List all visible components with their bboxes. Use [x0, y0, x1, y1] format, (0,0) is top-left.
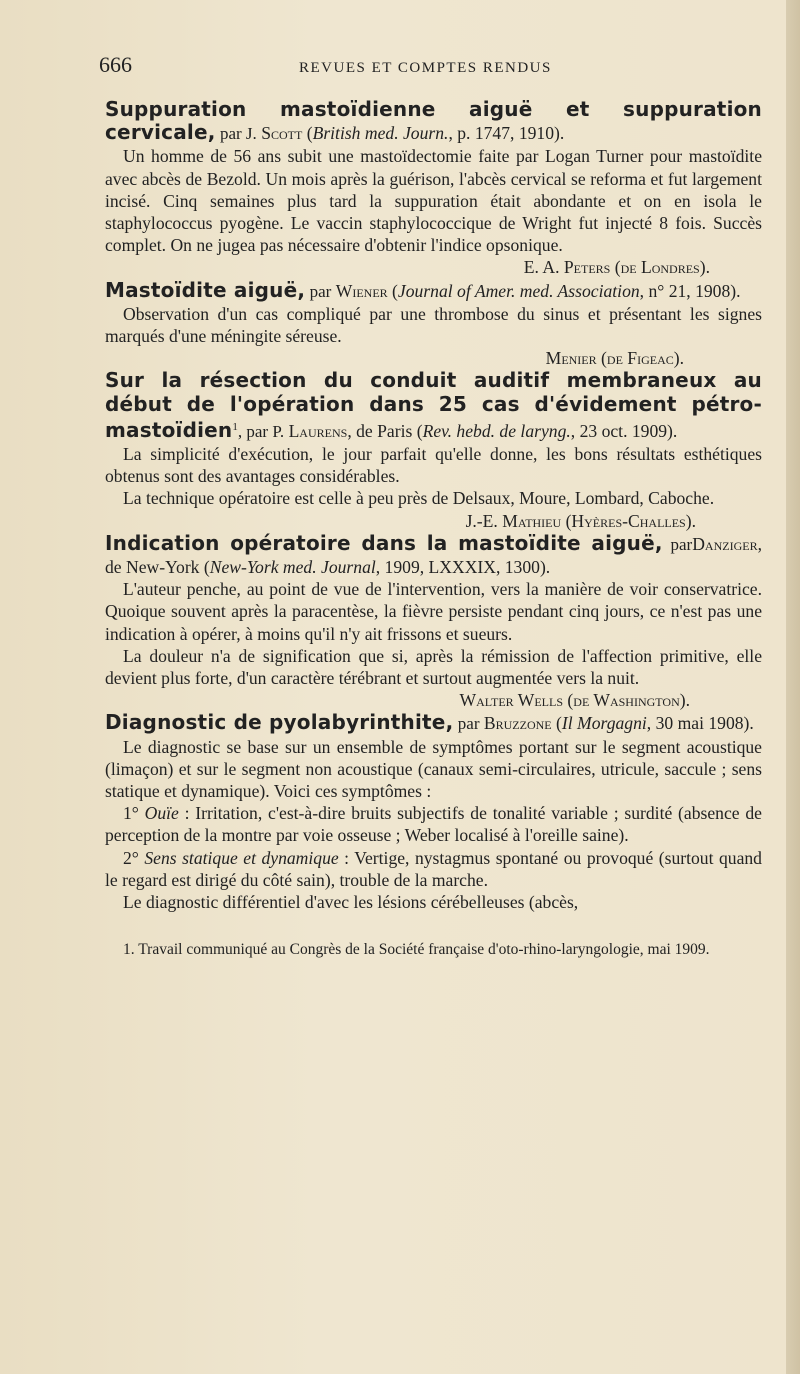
author-name: Scott	[261, 123, 303, 144]
footnote	[105, 939, 762, 961]
review-entry-resection	[105, 369, 762, 531]
review-entry-indication	[105, 532, 762, 712]
source-details: , 1909, LXXXIX, 1300).	[375, 556, 551, 577]
entry-heading	[105, 532, 762, 578]
item-label: Ouïe	[144, 803, 179, 824]
author-prefix: , par P.	[237, 421, 285, 441]
entry-paragraph-with-signature	[105, 145, 762, 278]
source-title: New-York med. Journal	[209, 556, 376, 577]
author-prefix: par	[457, 714, 480, 734]
review-entry-mastoidite	[105, 279, 762, 370]
symptom-item	[105, 847, 762, 891]
source-title: British med. Journ.	[312, 123, 449, 144]
source-details: , p. 1747, 1910).	[448, 123, 565, 144]
entry-paragraph: Un homme de 56 ans subit une mastoïdectomie faite par Logan Turner pour mastoïdite avec abcès de Bezold. Un mois après la guérison, l'abcès cervical se reforma et fut largement incisé. Cinq semaines plus tard la suppuration était abondante et on en isola le staphylococcus pyogène. Le vaccin staphylococcique de Wright fut injecté 8 fois. Succès complet. On ne jugea pas nécessaire d'obtenir l'indice opsonique.	[105, 146, 762, 256]
footnote-number: 1.	[123, 941, 135, 959]
source-title: Il Morgagni	[561, 713, 647, 734]
entry-paragraph: Le diagnostic différentiel d'avec les lésions cérébelleuses (abcès,	[123, 891, 579, 912]
entry-title: Diagnostic de pyolabyrinthite,	[105, 710, 454, 735]
item-text: : Vertige, nystagmus spontané ou provoqué (surtout quand le regard est dirigé du côté sain), trouble de la marche.	[105, 847, 762, 890]
footnote-text: Travail communiqué au Congrès de la Société française d'oto-rhino-laryngologie, mai 1909.	[138, 941, 710, 959]
author-prefix: par J.	[219, 124, 257, 144]
entry-heading: Mastoïdite aiguë, par Wiener (Journal of Amer. med. Association, n° 21, 1908).	[105, 277, 741, 302]
review-entry-suppuration	[105, 98, 762, 279]
author-name: Laurens	[288, 420, 348, 441]
source-title: Rev. hebd. de laryng.	[422, 420, 571, 441]
page-body	[105, 98, 762, 961]
entry-paragraph-with-signature	[105, 487, 762, 531]
entry-title: Indication opératoire dans la mastoïdite aiguë,	[105, 530, 663, 555]
entry-heading: Suppuration mastoïdienne aiguë et suppuration cervicale, par J. Scott (British med. Journ., p. 1747, 1910).	[105, 97, 762, 145]
author-prefix: par	[670, 534, 693, 554]
entry-paragraph: La technique opératoire est celle à peu près de Delsaux, Moure, Lombard, Caboche.	[123, 488, 715, 509]
page-header	[99, 52, 762, 90]
author-name: Wiener	[335, 280, 388, 301]
source-details: , 23 oct. 1909).	[570, 420, 678, 441]
author-name: Danziger	[692, 533, 758, 554]
source-title: Journal of Amer. med. Association	[397, 280, 640, 301]
running-head: REVUES ET COMPTES RENDUS	[299, 60, 552, 76]
source-prefix: , de Paris (	[347, 420, 423, 441]
item-number: 1°	[123, 803, 139, 824]
entry-paragraph: La simplicité d'exécution, le jour parfait qu'elle donne, les bons résultats esthétiques obtenus sont des avantages considérables.	[105, 443, 762, 487]
page-edge	[786, 0, 800, 1374]
entry-heading	[105, 369, 762, 442]
reviewer-signature: E. A. Peters (de Londres).	[523, 257, 710, 278]
reviewer-signature: Walter Wells (de Washington).	[459, 690, 690, 711]
source-details: , 30 mai 1908).	[646, 713, 754, 734]
entry-paragraph: Observation d'un cas compliqué par une thrombose du sinus et présentant les signes marqués d'une méningite séreuse.	[105, 303, 762, 347]
item-text: : Irritation, c'est-à-dire bruits subjectifs de tonalité variable ; surdité (absence de perception de la montre par voie osseuse ; Weber localisé à l'oreille saine).	[105, 803, 762, 846]
entry-paragraph: Le diagnostic se base sur un ensemble de symptômes portant sur le segment acoustique (limaçon) et sur le segment non acoustique (canaux semi-circulaires, utricule, saccule ; sens statique et dynamique). Voici ces symptômes :	[105, 736, 762, 801]
footnote-ref[interactable]: 1	[232, 420, 238, 433]
reviewer-signature: Menier (de Figeac).	[545, 348, 684, 369]
author-name: Bruzzone	[483, 713, 552, 734]
item-number: 2°	[123, 847, 139, 868]
entry-title: Suppuration mastoïdienne aiguë et suppuration cervicale,	[105, 97, 762, 145]
entry-paragraph: L'auteur penche, au point de vue de l'intervention, vers la manière de voir conservatrice. Quoique souvent après la paracentèse, la fièvre persiste pendant cinq jours, ce n'est pas une indication à opérer, à moins qu'il n'y ait frissons et sueurs.	[105, 579, 762, 644]
entry-title: Mastoïdite aiguë,	[105, 277, 306, 302]
entry-paragraph: La douleur n'a de signification que si, après la rémission de l'affection primitive, elle devient plus forte, d'un caractère térébrant et surtout augmentée vers la nuit.	[105, 645, 762, 688]
entry-heading: Diagnostic de pyolabyrinthite, par Bruzzone (Il Morgagni, 30 mai 1908).	[105, 710, 754, 735]
source-prefix: , de New-York (	[105, 533, 762, 577]
page-number: 666	[99, 52, 132, 77]
entry-title: Sur la résection du conduit auditif membraneux au début de l'opération dans 25 cas d'évidement pétro-mastoïdien	[105, 368, 762, 442]
source-details: , n° 21, 1908).	[639, 280, 741, 301]
symptom-item	[105, 802, 762, 846]
item-label: Sens statique et dynamique	[144, 847, 339, 868]
review-entry-diagnostic	[105, 711, 762, 913]
reviewer-signature: J.-E. Mathieu (Hyères-Challes).	[465, 510, 696, 531]
author-prefix: par	[309, 281, 332, 301]
